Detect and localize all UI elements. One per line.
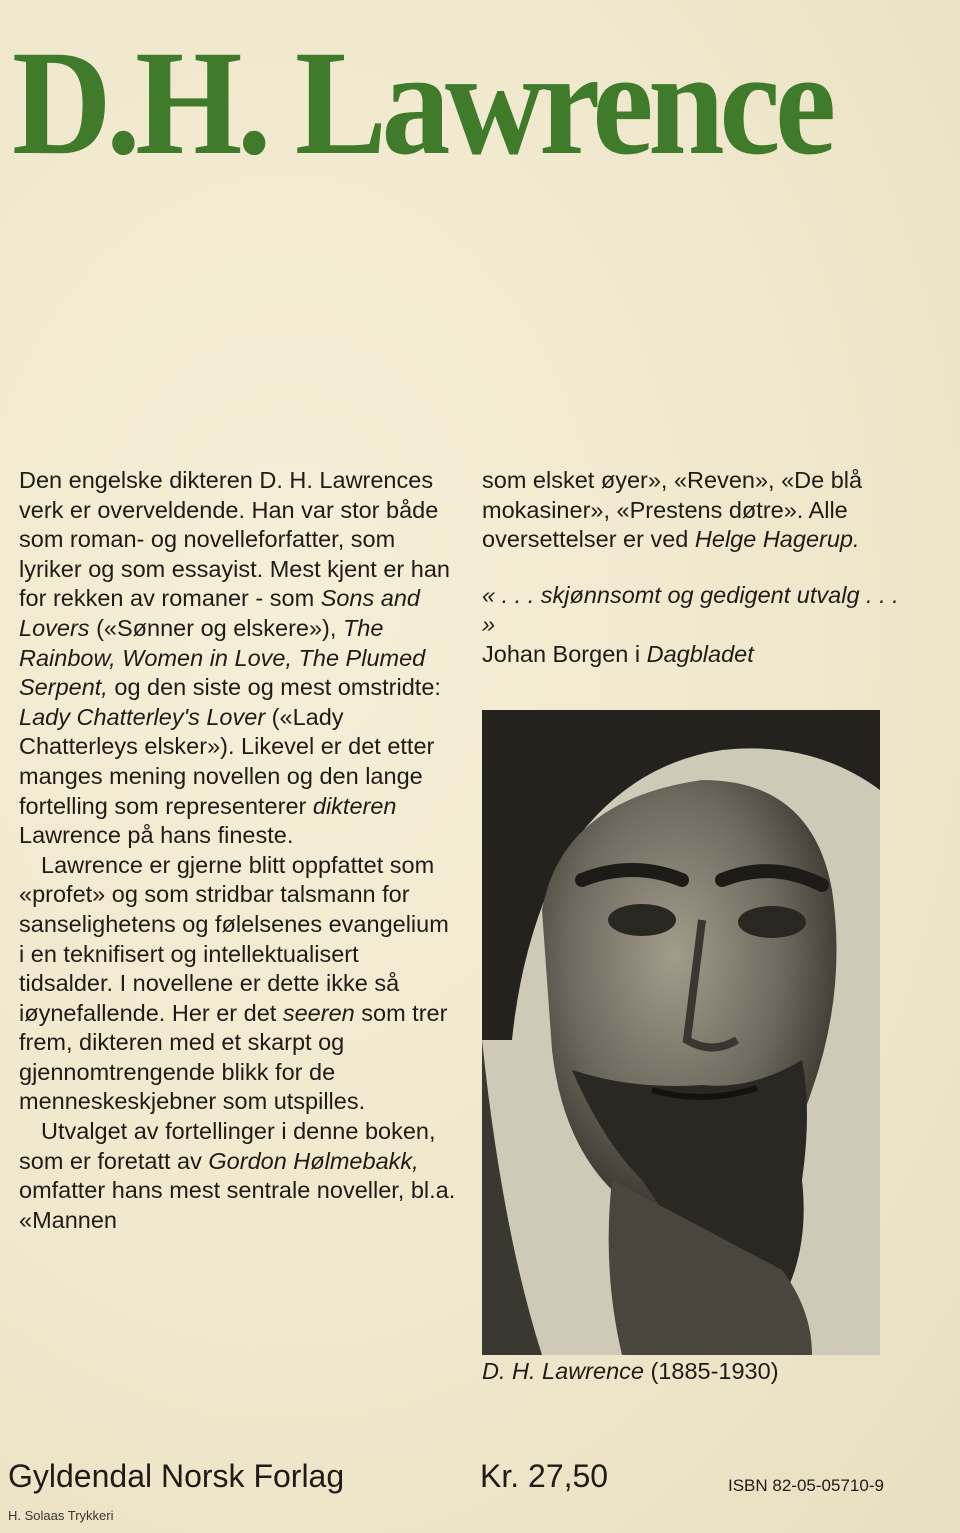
review-quote: « . . . skjønnsomt og gedigent utvalg . . . » xyxy=(482,581,899,638)
blurb-right-column xyxy=(482,466,912,670)
isbn: ISBN 82-05-05710-9 xyxy=(728,1476,884,1495)
blurb-paragraph-1: Den engelske dikteren D. H. Lawrences verk er overveldende. Han var stor både som roman- og novelleforfatter, som lyriker og som essayist. Mest kjent er han for rekken av romaner - som Sons and Lovers («Sønner og elskere»), The Rainbow, Women in Love, The Plumed Serpent, og den siste og mest omstridte: Lady Chatterley's Lover («Lady Chatterleys elsker»). Likevel er det etter manges mening novellen og den lange fortelling som representerer dikteren Lawrence på hans fineste. xyxy=(19,467,450,849)
author-portrait xyxy=(482,710,880,1355)
blurb-paragraph-2: Lawrence er gjerne blitt oppfattet som «profet» og som stridbar talsmann for sanselighetens og følelsenes evangelium i en teknifisert og intellektualisert tidsalder. I novellene er dette ikke så iøynefallende. Her er det seeren som trer frem, dikteren med et skarpt og gjennomtrengende blikk for de menneskeskjebner som utspilles. xyxy=(19,851,449,1115)
blurb-paragraph-3: Utvalget av fortellinger i denne boken, som er foretatt av Gordon Hølmebakk, omfatter hans mest sentrale noveller, bl.a. «Mannen xyxy=(19,1118,456,1233)
price: Kr. 27,50 xyxy=(480,1458,609,1494)
author-title: D.H. Lawrence xyxy=(12,20,831,186)
publisher-name: Gyldendal Norsk Forlag xyxy=(8,1458,345,1494)
printer-credit: H. Solaas Trykkeri xyxy=(8,1508,114,1523)
blurb-left-column xyxy=(19,466,459,1235)
review-source: Johan Borgen i Dagbladet xyxy=(482,640,754,667)
blurb-continuation: som elsket øyer», «Reven», «De blå mokasiner», «Prestens døtre». Alle oversettelser er ved Helge Hagerup. xyxy=(482,467,863,553)
portrait-caption: D. H. Lawrence (1885-1930) xyxy=(482,1358,779,1384)
